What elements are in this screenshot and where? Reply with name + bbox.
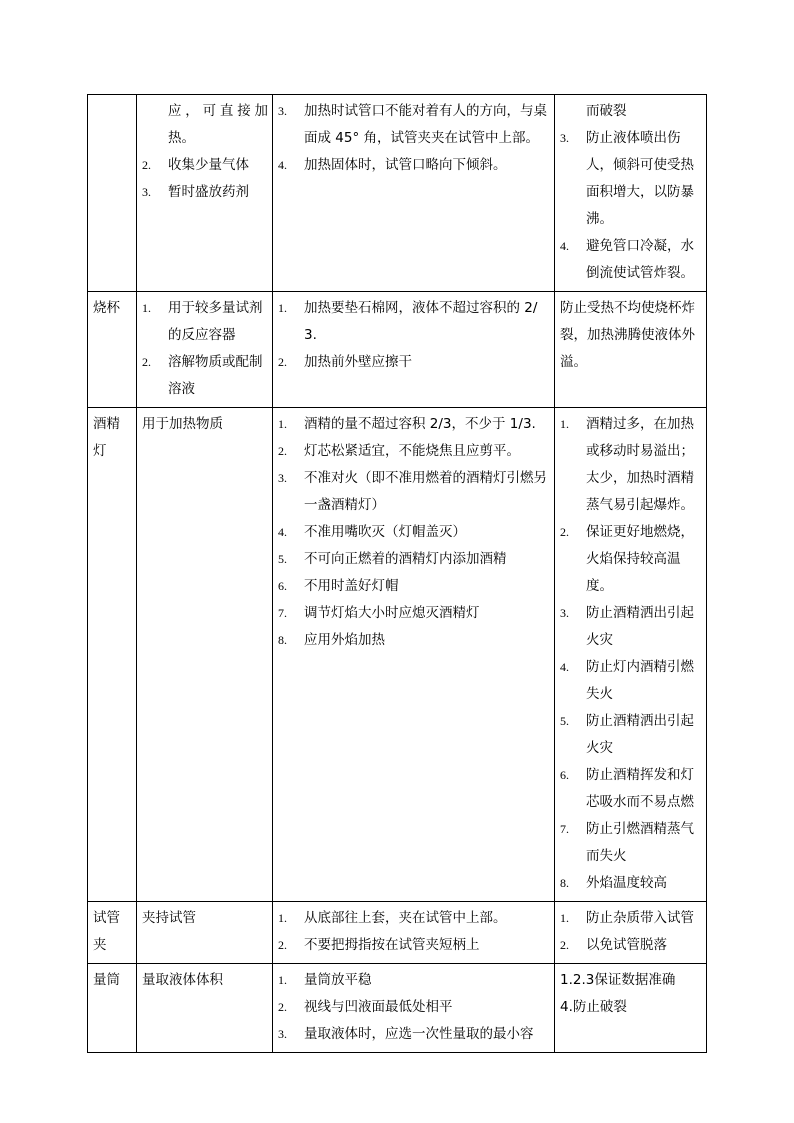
list-item [278,349,550,376]
item-text: 从底部往上套，夹在试管中上部。 [304,910,507,926]
item-text: 防止杂质带入试管 [586,910,694,926]
list-item [278,967,550,994]
list-item [278,546,550,573]
item-number: 8. [278,633,287,647]
list-item [278,295,550,349]
item-text: 应用外焰加热 [304,632,385,648]
item-text: 调节灯焰大小时应熄灭酒精灯 [304,605,480,621]
list-item [278,438,550,465]
list-item [142,349,268,403]
item-number: 3. [278,104,287,118]
item-number: 1. [278,911,287,925]
usage-cell [137,292,273,408]
item-number: 5. [560,714,569,728]
item-number: 2. [142,158,151,172]
item-number: 1. [560,417,569,431]
precautions-list [278,905,550,959]
item-text: 量筒放平稳 [304,972,372,988]
item-number: 4. [278,525,287,539]
item-text: 酒精过多，在加热或移动时易溢出；太少，加热时酒精蒸气易引起爆炸。 [586,416,694,513]
instrument-table [87,94,707,1053]
item-text: 酒精的量不超过容积 2/3，不少于 1/3. [304,416,536,432]
item-number: 2. [560,525,569,539]
usage-cell [137,902,273,964]
item-text: 暂时盛放药剂 [168,184,249,200]
precautions-list [278,411,550,654]
item-number: 3. [278,471,287,485]
item-text: 加热前外壁应擦干 [304,354,412,370]
usage-list [142,152,268,206]
item-text: 加热时试管口不能对着有人的方向，与桌面成 45° 角，试管夹夹在试管中上部。 [304,103,547,146]
usage-cell [137,964,273,1053]
item-text: 视线与凹液面最低处相平 [304,999,453,1015]
table-row [88,95,707,292]
item-text: 灯芯松紧适宜，不能烧焦且应剪平。 [304,443,520,459]
item-number: 2. [560,938,569,952]
item-text: 用于较多量试剂的反应容器 [168,300,263,343]
item-number: 1. [278,417,287,431]
list-item [560,411,702,519]
precautions-cell [273,902,555,964]
item-text: 不要把拇指按在试管夹短柄上 [304,937,480,953]
list-item [278,1021,550,1048]
item-text: 收集少量气体 [168,157,249,173]
item-text: 溶解物质或配制溶液 [168,354,263,397]
item-number: 3. [560,131,569,145]
list-item [560,762,702,816]
precautions-cell [273,292,555,408]
list-item [560,905,702,932]
reason-line: 1.2.3保证数据准确 [560,972,676,988]
item-number: 6. [560,768,569,782]
instrument-name: 量筒 [93,972,120,988]
reasons-list [560,905,702,959]
list-item [560,519,702,600]
reasons-cell [555,408,707,902]
item-number: 6. [278,579,287,593]
item-text: 不准对火（即不准用燃着的酒精灯引燃另一盏酒精灯） [304,470,547,513]
table-row [88,902,707,964]
item-text: 以免试管脱落 [586,937,667,953]
list-item [278,627,550,654]
list-item [560,654,702,708]
item-number: 4. [560,660,569,674]
instrument-name-cell [88,902,137,964]
usage-continued-line: 应，可直接加 [168,103,268,119]
item-text: 防止酒精洒出引起火灾 [586,713,694,756]
item-text: 保证更好地燃烧，火焰保持较高温度。 [586,524,694,594]
instrument-name: 酒精灯 [93,416,120,459]
table-row [88,408,707,902]
usage-continued-line: 热。 [168,130,195,146]
table-row [88,292,707,408]
item-number: 8. [560,876,569,890]
list-item [278,600,550,627]
item-text: 防止引燃酒精蒸气而失火 [586,821,694,864]
list-item [278,465,550,519]
list-item [278,519,550,546]
list-item [560,600,702,654]
item-number: 1. [142,301,151,315]
list-item [278,905,550,932]
list-item [278,573,550,600]
instrument-name: 烧杯 [93,300,120,316]
precautions-cell [273,964,555,1053]
table-row [88,964,707,1053]
reasons-cell [555,292,707,408]
item-text: 不用时盖好灯帽 [304,578,399,594]
list-item [560,708,702,762]
item-number: 1. [278,973,287,987]
usage-list [142,295,268,403]
item-text: 外焰温度较高 [586,875,667,891]
item-text: 不可向正燃着的酒精灯内添加酒精 [304,551,507,567]
item-number: 7. [278,606,287,620]
precautions-cell [273,408,555,902]
item-number: 2. [278,938,287,952]
list-item [560,125,702,233]
reasons-list [560,125,702,287]
item-text: 防止灯内酒精引燃失火 [586,659,694,702]
item-number: 1. [560,911,569,925]
item-number: 4. [560,239,569,253]
list-item [142,295,268,349]
list-item [560,816,702,870]
list-item [142,179,268,206]
item-number: 7. [560,822,569,836]
usage-text: 量取液体体积 [142,972,223,988]
reasons-cell [555,95,707,292]
instrument-name: 试管夹 [93,910,120,953]
reason-continued-line: 而破裂 [586,103,627,119]
instrument-name-cell [88,95,137,292]
item-text: 量取液体时，应选一次性量取的最小容 [304,1026,534,1042]
item-text: 防止酒精挥发和灯芯吸水而不易点燃 [586,767,694,810]
item-number: 3. [560,606,569,620]
instrument-name-cell [88,292,137,408]
precautions-list [278,967,550,1048]
usage-text: 夹持试管 [142,910,196,926]
item-number: 5. [278,552,287,566]
list-item [560,870,702,897]
item-number: 2. [142,355,151,369]
precautions-cell [273,95,555,292]
list-item [278,152,550,179]
reason-line: 4.防止破裂 [560,999,627,1015]
list-item [278,411,550,438]
item-number: 3. [278,1027,287,1041]
item-text: 加热固体时，试管口略向下倾斜。 [304,157,507,173]
list-item [560,932,702,959]
instrument-name-cell [88,964,137,1053]
item-text: 防止酒精洒出引起火灾 [586,605,694,648]
list-item [560,233,702,287]
item-text: 不准用嘴吹灭（灯帽盖灭） [304,524,466,540]
precautions-list [278,98,550,179]
instrument-name-cell [88,408,137,902]
item-number: 3. [142,185,151,199]
list-item [278,994,550,1021]
precautions-list [278,295,550,376]
list-item [142,152,268,179]
reasons-cell [555,902,707,964]
list-item [278,932,550,959]
list-item [278,98,550,152]
item-text: 防止液体喷出伤人，倾斜可使受热面积增大，以防暴沸。 [586,130,694,227]
reason-text: 防止受热不均使烧杯炸裂，加热沸腾使液体外溢。 [560,300,695,370]
item-text: 避免管口冷凝，水倒流使试管炸裂。 [586,238,694,281]
item-number: 1. [278,301,287,315]
usage-cell [137,408,273,902]
item-number: 2. [278,355,287,369]
item-number: 2. [278,1000,287,1014]
reasons-cell [555,964,707,1053]
item-text: 加热要垫石棉网，液体不超过容积的 2/3. [304,300,538,343]
usage-text: 用于加热物质 [142,416,223,432]
usage-cell [137,95,273,292]
item-number: 4. [278,158,287,172]
reasons-list [560,411,702,897]
item-number: 2. [278,444,287,458]
